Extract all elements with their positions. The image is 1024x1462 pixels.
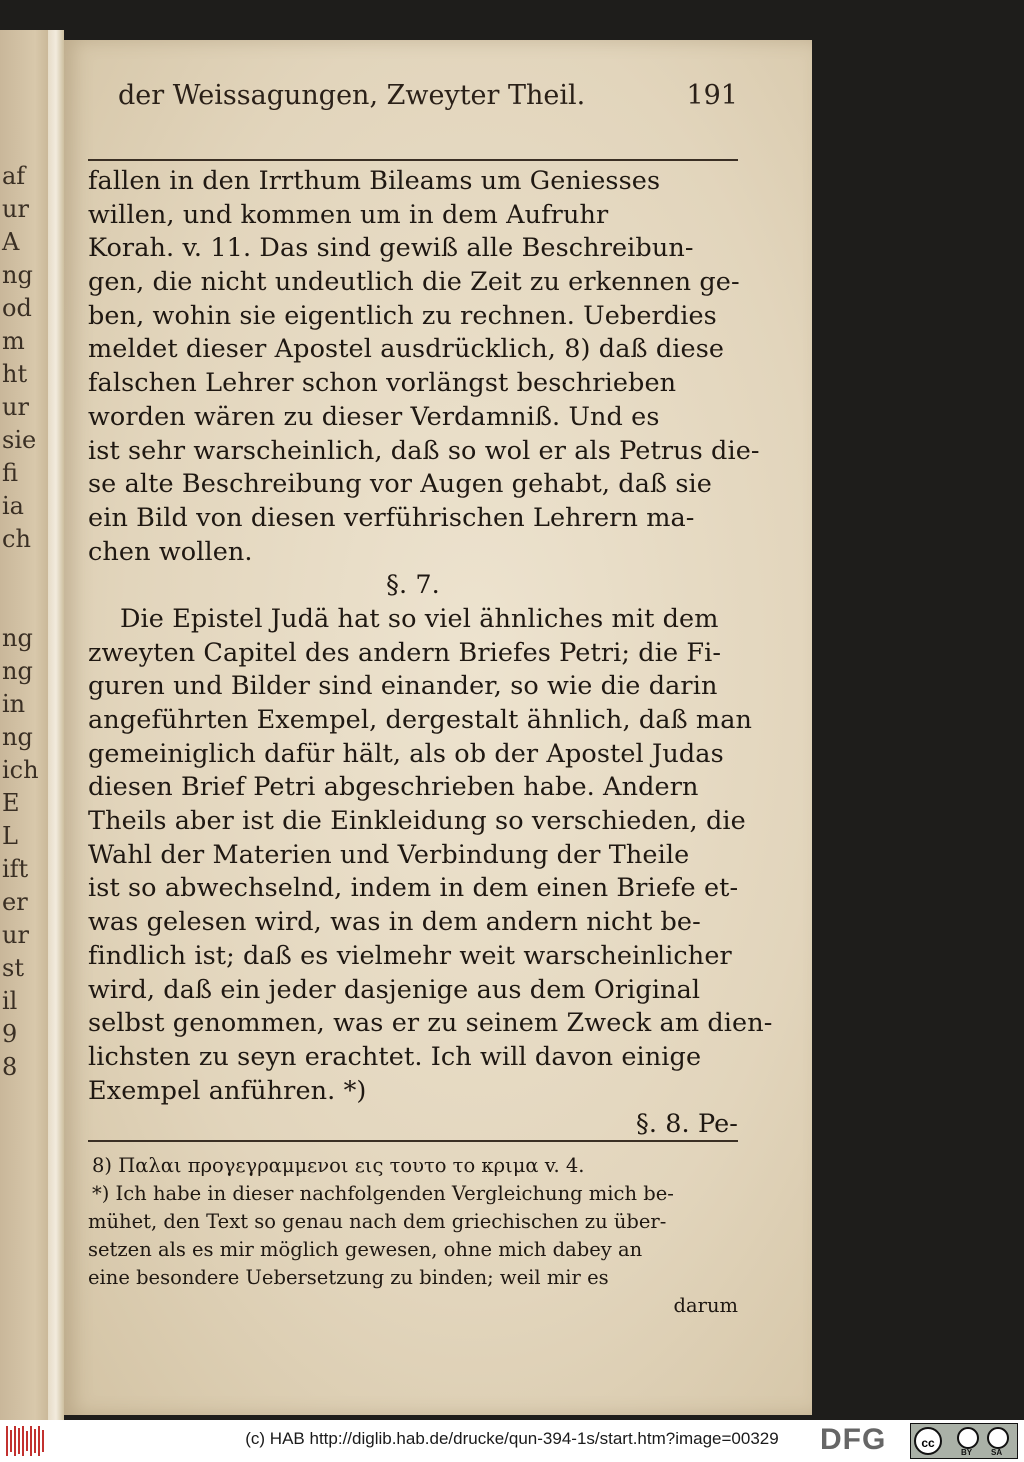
previous-page-fragment: ift <box>2 855 29 883</box>
text-line: was gelesen wird, was in dem andern nicht be- <box>88 907 701 938</box>
text-line: willen, und kommen um in dem Aufruhr <box>88 199 609 230</box>
cc-license-badge[interactable] <box>910 1423 1018 1459</box>
text-line: gen, die nicht undeutlich die Zeit zu erkennen ge- <box>88 267 740 298</box>
text-line: ist so abwechselnd, indem in dem einen Briefe et- <box>88 873 739 904</box>
text-line: fallen in den Irrthum Bileams um Geniesses <box>88 166 661 196</box>
catchword: §. 8. Pe- <box>635 1109 738 1140</box>
body-text <box>88 165 773 1142</box>
previous-page-fragment: od <box>2 294 32 322</box>
previous-page-fragment: sie <box>2 426 37 454</box>
text-line: gemeiniglich dafür hält, als ob der Apostel Judas <box>88 738 724 769</box>
previous-page-fragment: A <box>2 228 20 256</box>
text-line: ist sehr warscheinlich, daß so wol er als Petrus die- <box>88 435 760 466</box>
page-gutter <box>48 30 64 1420</box>
footnotes <box>88 1152 738 1320</box>
text-line: worden wären zu dieser Verdamniß. Und es <box>88 401 660 432</box>
page-number: 191 <box>686 80 738 111</box>
text-line: findlich ist; daß es vielmehr weit warscheinlicher <box>88 940 732 971</box>
footnote-line: 8) Παλαι προγεγραμμενοι εις τουτο το κριμα v. 4. <box>92 1154 585 1177</box>
previous-page-fragment: 8 <box>2 1053 18 1081</box>
footnote-line: *) Ich habe in dieser nachfolgenden Vergleichung mich be- <box>92 1182 674 1205</box>
previous-page-fragment: ng <box>2 657 33 685</box>
footnote-catchword: darum <box>673 1294 738 1317</box>
previous-page-fragment: il <box>2 987 18 1015</box>
text-line: falschen Lehrer schon vorlängst beschrieben <box>88 368 677 399</box>
footnote-rule <box>88 1140 738 1142</box>
running-header <box>118 80 738 120</box>
previous-page-fragment: in <box>2 690 26 718</box>
previous-page-fragment: ich <box>2 756 39 784</box>
previous-page-fragment: ch <box>2 525 31 553</box>
previous-page-fragment: ur <box>2 921 29 949</box>
cc-icon: cc <box>914 1427 942 1455</box>
previous-page-fragments <box>2 160 46 1084</box>
header-rule <box>88 159 738 161</box>
text-line: Theils aber ist die Einkleidung so verschieden, die <box>88 806 746 837</box>
previous-page-fragment: af <box>2 162 26 190</box>
by-label: BY <box>961 1448 973 1457</box>
previous-page-fragment: ng <box>2 723 33 751</box>
section-heading: §. 7. <box>386 570 440 601</box>
previous-page-fragment: ng <box>2 261 33 289</box>
previous-page-fragment: er <box>2 888 28 916</box>
previous-page-fragment: m <box>2 327 25 355</box>
footnote-line: mühet, den Text so genau nach dem griechischen zu über- <box>88 1210 667 1233</box>
previous-page-fragment: ht <box>2 360 28 388</box>
dfg-logo: DFG <box>820 1423 887 1456</box>
text-line: angeführten Exempel, dergestalt ähnlich, daß man <box>88 705 753 735</box>
text-line: ein Bild von diesen verführischen Lehrern ma- <box>88 502 695 533</box>
text-line: Die Epistel Judä hat so viel ähnliches mit dem <box>120 603 719 634</box>
text-line: selbst genommen, was er zu seinem Zweck am dien- <box>88 1008 773 1039</box>
text-line: meldet dieser Apostel ausdrücklich, 8) daß diese <box>88 334 725 365</box>
previous-page-fragment: st <box>2 954 24 982</box>
footnote-line: eine besondere Uebersetzung zu binden; weil mir es <box>88 1266 609 1289</box>
previous-page-fragment: 9 <box>2 1020 18 1048</box>
text-line: se alte Beschreibung vor Augen gehabt, daß sie <box>88 469 712 500</box>
text-line: Korah. v. 11. Das sind gewiß alle Beschreibun- <box>88 233 694 264</box>
previous-page-fragment: fi <box>2 459 19 487</box>
footer-bar <box>0 1420 1024 1462</box>
text-line: wird, daß ein jeder dasjenige aus dem Original <box>88 974 701 1005</box>
text-line: ben, wohin sie eigentlich zu rechnen. Ueberdies <box>88 300 717 331</box>
text-line: Wahl der Materien und Verbindung der Theile <box>88 839 690 870</box>
previous-page-fragment: ur <box>2 195 29 223</box>
text-line: Exempel anführen. *) <box>88 1075 367 1106</box>
text-line: chen wollen. <box>88 536 253 567</box>
sa-label: SA <box>991 1448 1003 1457</box>
header-title: der Weissagungen, Zweyter Theil. <box>118 80 586 111</box>
previous-page-fragment: L <box>2 822 18 850</box>
previous-page-fragment: ia <box>2 492 24 520</box>
previous-page-fragment: E <box>2 789 20 817</box>
text-line: lichsten zu seyn erachtet. Ich will davon einige <box>88 1041 702 1072</box>
text-line: guren und Bilder sind einander, so wie die darin <box>88 671 718 702</box>
attribution-icon <box>957 1427 979 1449</box>
text-line: diesen Brief Petri abgeschrieben habe. Andern <box>88 772 699 803</box>
footnote-line: setzen als es mir möglich gewesen, ohne mich dabey an <box>88 1238 643 1261</box>
copyright-link[interactable]: (c) HAB http://diglib.hab.de/drucke/qun-394-1s/start.htm?image=00329 <box>245 1429 779 1448</box>
text-line: zweyten Capitel des andern Briefes Petri; die Fi- <box>88 637 722 668</box>
previous-page-fragment: ur <box>2 393 29 421</box>
previous-page-fragment: ng <box>2 624 33 652</box>
share-alike-icon <box>987 1427 1009 1449</box>
